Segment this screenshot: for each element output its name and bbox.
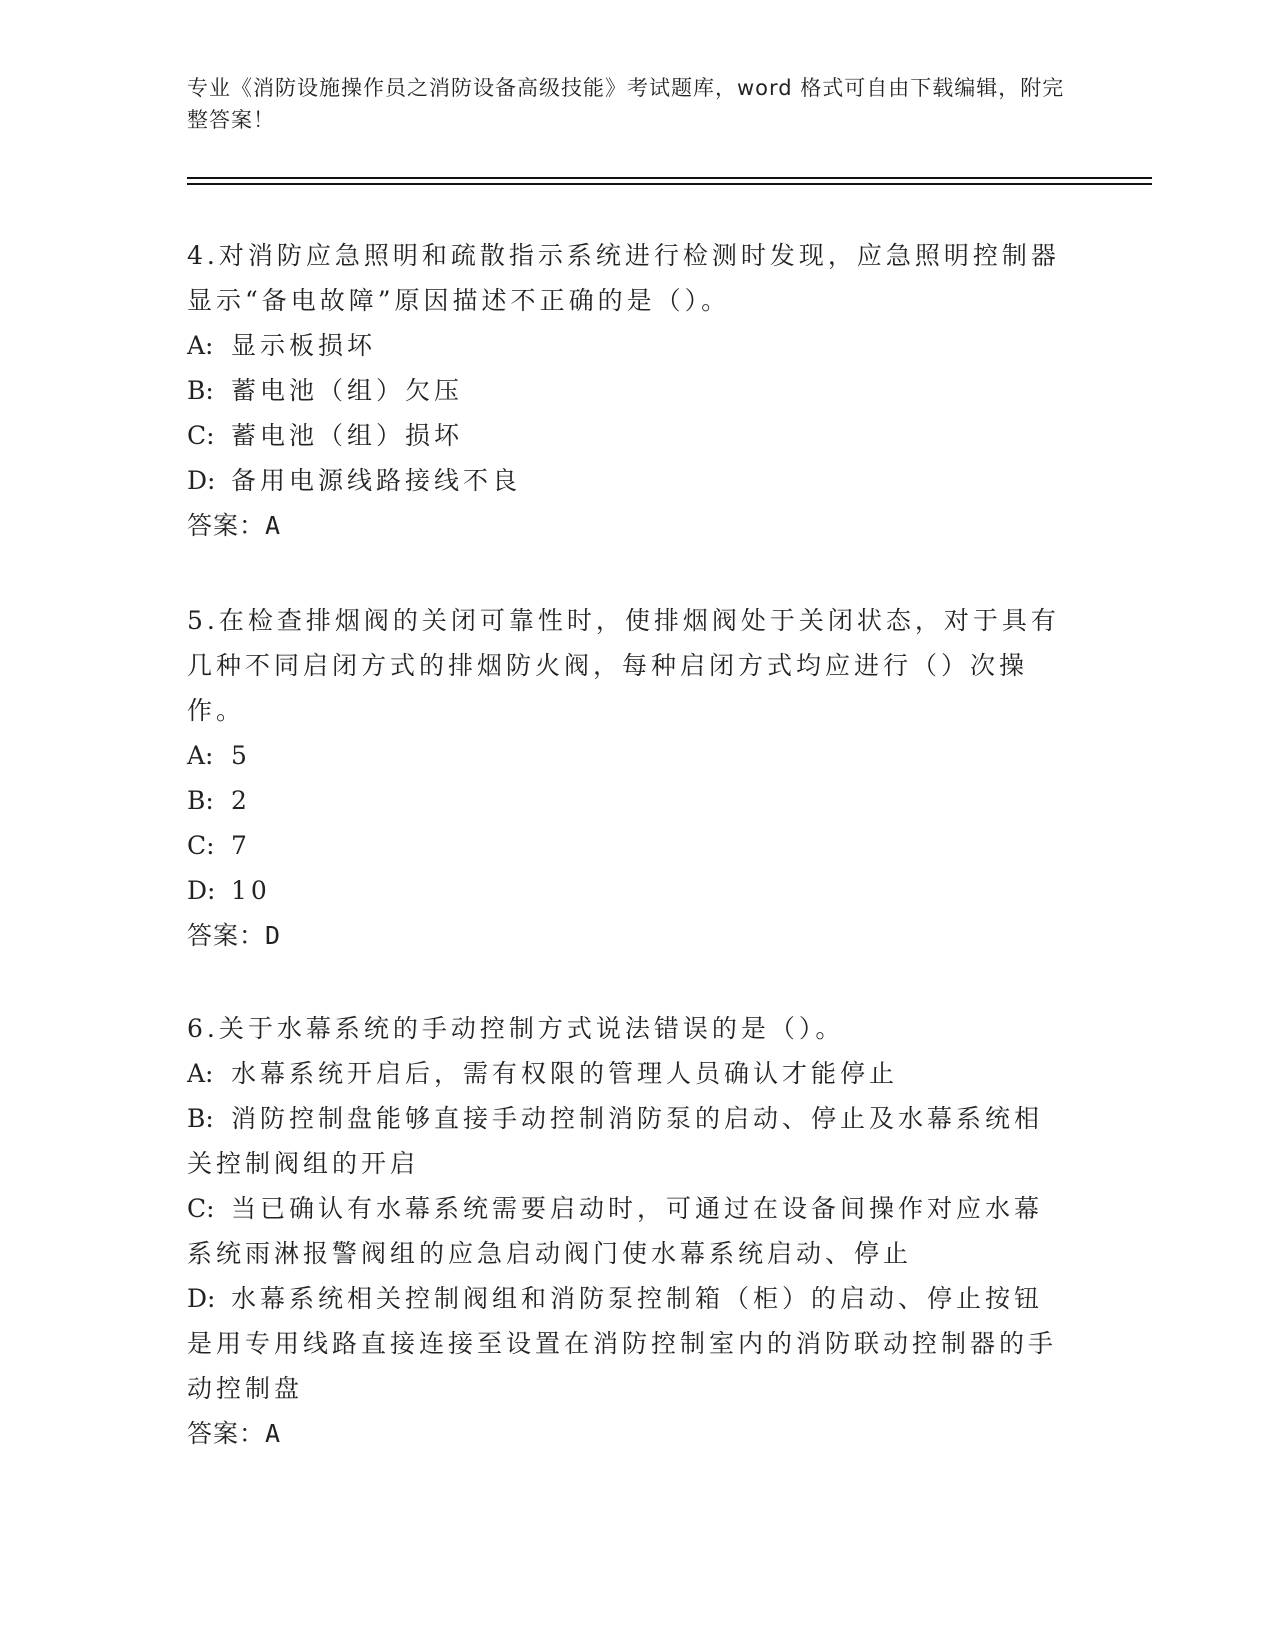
option-text: 水幕系统相关控制阀组和消防泵控制箱（柜）的启动、停止按钮是用专用线路直接连接至设置在消防控制室内的消防联动控制器的手动控制盘: [187, 1284, 1058, 1403]
header-divider-top: [187, 177, 1152, 179]
option-label: A:: [187, 741, 214, 770]
question-stem: 5.在检查排烟阀的关闭可靠性时，使排烟阀处于关闭状态，对于具有几种不同启闭方式的排烟防火阀，每种启闭方式均应进行（）次操作。: [187, 606, 1060, 725]
option-label: D:: [187, 1284, 216, 1313]
option-c: [187, 823, 1067, 868]
option-text: 当已确认有水幕系统需要启动时，可通过在设备间操作对应水幕系统雨淋报警阀组的应急启动阀门使水幕系统启动、停止: [187, 1194, 1044, 1268]
answer-line: [187, 1411, 1067, 1456]
option-d: [187, 1276, 1067, 1411]
question-4: [187, 233, 1067, 548]
answer-value: A: [265, 1419, 282, 1448]
option-a: [187, 733, 1067, 778]
option-text: 显示板损坏: [231, 331, 377, 360]
option-label: D:: [187, 466, 216, 495]
option-text: 2: [231, 786, 251, 815]
header-text: 专业《消防设施操作员之消防设备高级技能》考试题库，word 格式可自由下载编辑，附完整答案！: [187, 76, 1065, 132]
answer-label: 答案：: [187, 1419, 266, 1448]
header-divider-bottom: [187, 183, 1152, 185]
answer-line: [187, 503, 1067, 548]
option-label: C:: [187, 1194, 215, 1223]
option-c: [187, 1186, 1067, 1276]
answer-value: A: [265, 511, 282, 540]
option-text: 水幕系统开启后，需有权限的管理人员确认才能停止: [231, 1059, 899, 1088]
answer-label: 答案：: [187, 921, 266, 950]
option-text: 备用电源线路接线不良: [231, 466, 522, 495]
question-5: [187, 598, 1067, 958]
question-stem: 4.对消防应急照明和疏散指示系统进行检测时发现，应急照明控制器显示“备电故障”原因描述不正确的是（）。: [187, 241, 1060, 315]
option-text: 10: [231, 876, 271, 905]
option-text: 蓄电池（组）欠压: [231, 376, 464, 405]
option-c: [187, 413, 1067, 458]
answer-value: D: [265, 921, 282, 950]
question-stem: 6.关于水幕系统的手动控制方式说法错误的是（）。: [187, 1014, 845, 1043]
option-b: [187, 778, 1067, 823]
option-text: 5: [231, 741, 251, 770]
option-d: [187, 458, 1067, 503]
answer-line: [187, 913, 1067, 958]
option-label: C:: [187, 831, 215, 860]
answer-label: 答案：: [187, 511, 266, 540]
question-6: [187, 1006, 1067, 1456]
option-b: [187, 368, 1067, 413]
option-label: A:: [187, 1059, 214, 1088]
option-text: 7: [231, 831, 251, 860]
option-text: 消防控制盘能够直接手动控制消防泵的启动、停止及水幕系统相关控制阀组的开启: [187, 1104, 1044, 1178]
option-label: C:: [187, 421, 215, 450]
option-a: [187, 1051, 1067, 1096]
option-label: B:: [187, 786, 214, 815]
option-label: A:: [187, 331, 214, 360]
option-a: [187, 323, 1067, 368]
option-b: [187, 1096, 1067, 1186]
option-text: 蓄电池（组）损坏: [231, 421, 464, 450]
option-label: B:: [187, 1104, 214, 1133]
option-label: D:: [187, 876, 216, 905]
option-label: B:: [187, 376, 214, 405]
option-d: [187, 868, 1067, 913]
document-header: [187, 72, 1067, 136]
